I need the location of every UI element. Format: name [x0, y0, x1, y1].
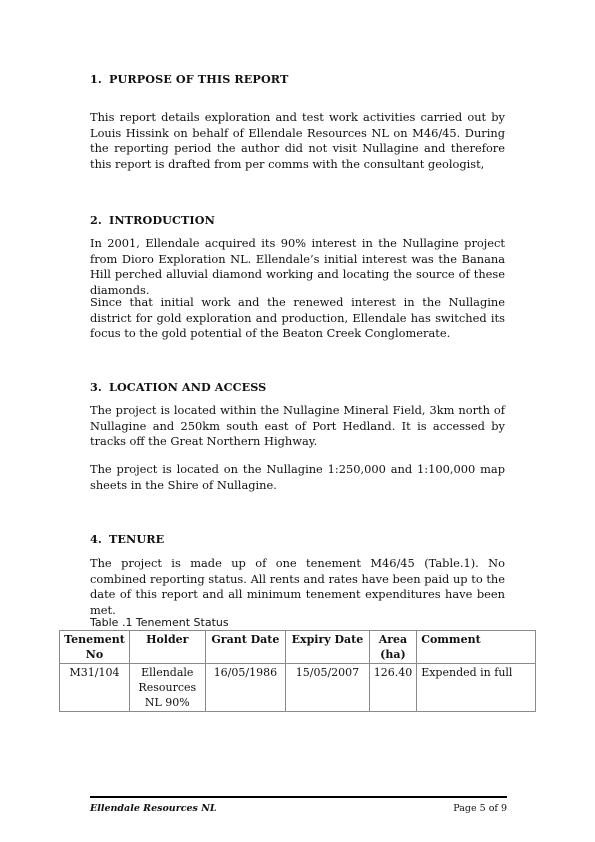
section-3-title: LOCATION AND ACCESS [109, 380, 267, 394]
footer-divider [90, 796, 507, 798]
header-tenement-no: Tenement No [60, 631, 130, 664]
section-4-title: TENURE [109, 532, 165, 546]
section-4-heading [90, 532, 164, 546]
footer-company-name: Ellendale Resources NL [90, 803, 217, 814]
section-2-heading [90, 213, 215, 227]
section-2-number: 2. [90, 213, 102, 227]
cell-holder: Ellendale Resources NL 90% [129, 664, 205, 712]
section-3-heading [90, 380, 266, 394]
header-comment: Comment [417, 631, 536, 664]
header-holder: Holder [129, 631, 205, 664]
section-1-paragraph-1: This report details exploration and test work activities carried out by Louis Hissink on behalf of Ellendale Resources NL on M46/45. During the reporting period the author did not visit Nullagine and therefore this report is drafted from per comms with the consultant geologist, [90, 110, 505, 171]
section-3-number: 3. [90, 380, 102, 394]
header-area: Area (ha) [369, 631, 417, 664]
section-3-paragraph-2: The project is located on the Nullagine 1:250,000 and 1:100,000 map sheets in the Shire of Nullagine. [90, 462, 505, 492]
section-2-paragraph-2: Since that initial work and the renewed interest in the Nullagine district for gold exploration and production, Ellendale has switched its focus to the gold potential of the Beaton Creek Conglomerate. [90, 295, 505, 341]
cell-tenement-no: M31/104 [60, 664, 130, 712]
cell-area: 126.40 [369, 664, 417, 712]
footer-page-number: Page 5 of 9 [453, 803, 507, 814]
header-grant-date: Grant Date [205, 631, 286, 664]
section-1-heading [90, 72, 288, 86]
section-2-paragraph-1: In 2001, Ellendale acquired its 90% interest in the Nullagine project from Dioro Exploration NL. Ellendale’s initial interest was the Banana Hill perched alluvial diamond working and locating the source of these diamonds. [90, 236, 505, 297]
section-4-number: 4. [90, 532, 102, 546]
section-3-paragraph-1: The project is located within the Nullagine Mineral Field, 3km north of Nullagine and 250km south east of Port Hedland. It is accessed by tracks off the Great Northern Highway. [90, 403, 505, 449]
tenement-status-table [59, 630, 536, 712]
header-expiry-date: Expiry Date [286, 631, 370, 664]
section-2-title: INTRODUCTION [109, 213, 215, 227]
cell-comment: Expended in full [417, 664, 536, 712]
section-1-number: 1. [90, 72, 102, 86]
table-header-row [60, 631, 536, 664]
table-caption: Table .1 Tenement Status [90, 616, 229, 629]
cell-grant-date: 16/05/1986 [205, 664, 286, 712]
section-1-title: PURPOSE OF THIS REPORT [109, 72, 289, 86]
cell-expiry-date: 15/05/2007 [286, 664, 370, 712]
table-row [60, 664, 536, 712]
section-4-paragraph-1: The project is made up of one tenement M46/45 (Table.1). No combined reporting status. All rents and rates have been paid up to the date of this report and all minimum tenement expenditures have been met. [90, 556, 505, 617]
